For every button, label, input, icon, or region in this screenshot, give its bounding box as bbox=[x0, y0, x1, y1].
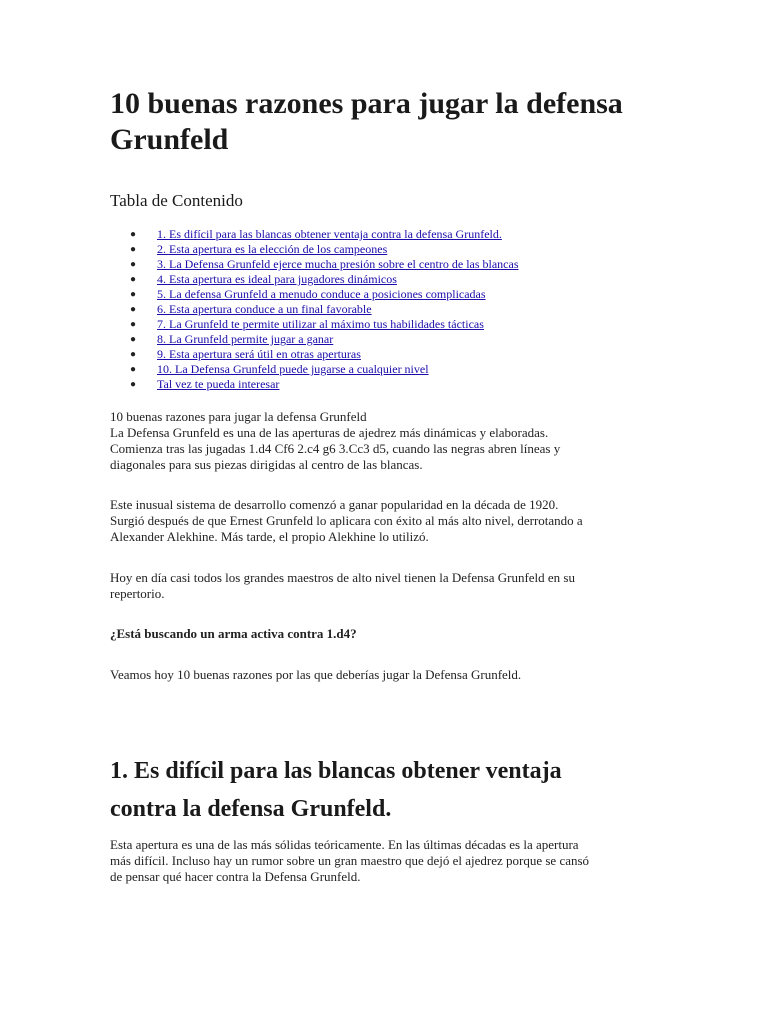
bullet-icon: ● bbox=[130, 289, 137, 300]
toc-link-9[interactable]: 9. Esta apertura será útil en otras aperturas bbox=[157, 347, 361, 361]
bullet-icon: ● bbox=[130, 304, 137, 315]
toc-item bbox=[110, 362, 670, 377]
toc-item bbox=[110, 332, 670, 347]
section-1-line: más difícil. Incluso hay un rumor sobre un gran maestro que dejó el ajedrez porque se cansó bbox=[110, 853, 590, 868]
section-1-title-line: 1. Es difícil para las blancas obtener ventaja bbox=[110, 758, 562, 784]
history-line: Este inusual sistema de desarrollo comenzó a ganar popularidad en la década de 1920. bbox=[110, 497, 559, 512]
section-1-paragraph bbox=[110, 837, 640, 885]
bullet-icon: ● bbox=[130, 229, 137, 240]
toc-link-4[interactable]: 4. Esta apertura es ideal para jugadores dinámicos bbox=[157, 272, 397, 286]
toc-item bbox=[110, 347, 670, 362]
toc-item bbox=[110, 302, 670, 317]
toc-item bbox=[110, 242, 670, 257]
toc-link-2[interactable]: 2. Esta apertura es la elección de los campeones bbox=[157, 242, 388, 256]
toc-link-3[interactable]: 3. La Defensa Grunfeld ejerce mucha presión sobre el centro de las blancas bbox=[157, 257, 519, 271]
bullet-icon: ● bbox=[130, 319, 137, 330]
bullet-icon: ● bbox=[130, 244, 137, 255]
intro-line: La Defensa Grunfeld es una de las aperturas de ajedrez más dinámicas y elaboradas. bbox=[110, 425, 549, 440]
toc-item bbox=[110, 317, 670, 332]
intro-line: Comienza tras las jugadas 1.d4 Cf6 2.c4 g6 3.Cc3 d5, cuando las negras abren líneas y bbox=[110, 441, 561, 456]
section-1-line: Esta apertura es una de las más sólidas teóricamente. En las últimas décadas es la apertura bbox=[110, 837, 579, 852]
section-1-line: de pensar qué hacer contra la Defensa Grunfeld. bbox=[110, 869, 361, 884]
toc-link-7[interactable]: 7. La Grunfeld te permite utilizar al máximo tus habilidades tácticas bbox=[157, 317, 484, 331]
toc-link-8[interactable]: 8. La Grunfeld permite jugar a ganar bbox=[157, 332, 334, 346]
bullet-icon: ● bbox=[130, 349, 137, 360]
bullet-icon: ● bbox=[130, 334, 137, 345]
toc-item bbox=[110, 272, 670, 287]
bullet-icon: ● bbox=[130, 364, 137, 375]
toc-link-10[interactable]: 10. La Defensa Grunfeld puede jugarse a cualquier nivel bbox=[157, 362, 429, 376]
masters-paragraph bbox=[110, 570, 640, 602]
question-text: ¿Está buscando un arma activa contra 1.d4? bbox=[110, 626, 357, 641]
history-line: Alexander Alekhine. Más tarde, el propio Alekhine lo utilizó. bbox=[110, 529, 429, 544]
toc-item bbox=[110, 377, 670, 392]
toc-link-5[interactable]: 5. La defensa Grunfeld a menudo conduce a posiciones complicadas bbox=[157, 287, 486, 301]
toc-item bbox=[110, 287, 670, 302]
masters-line: repertorio. bbox=[110, 586, 165, 601]
history-line: Surgió después de que Ernest Grunfeld lo aplicara con éxito al más alto nivel, derrotando a bbox=[110, 513, 583, 528]
masters-line: Hoy en día casi todos los grandes maestros de alto nivel tienen la Defensa Grunfeld en su bbox=[110, 570, 575, 585]
bullet-icon: ● bbox=[130, 379, 137, 390]
toc-item bbox=[110, 257, 670, 272]
intro-line: 10 buenas razones para jugar la defensa Grunfeld bbox=[110, 409, 367, 424]
toc-heading: Tabla de Contenido bbox=[110, 191, 243, 210]
table-of-contents bbox=[110, 227, 670, 392]
toc-link-1[interactable]: 1. Es difícil para las blancas obtener ventaja contra la defensa Grunfeld. bbox=[157, 227, 502, 241]
toc-item bbox=[110, 227, 670, 242]
reasons-intro-text: Veamos hoy 10 buenas razones por las que deberías jugar la Defensa Grunfeld. bbox=[110, 667, 522, 682]
page-title: 10 buenas razones para jugar la defensa Grunfeld bbox=[110, 87, 623, 156]
toc-link-related[interactable]: Tal vez te pueda interesar bbox=[157, 377, 280, 391]
toc-link-6[interactable]: 6. Esta apertura conduce a un final favorable bbox=[157, 302, 372, 316]
bullet-icon: ● bbox=[130, 274, 137, 285]
section-1-title-line: contra la defensa Grunfeld. bbox=[110, 796, 392, 822]
intro-line: diagonales para sus piezas dirigidas al centro de las blancas. bbox=[110, 457, 423, 472]
history-paragraph bbox=[110, 497, 640, 545]
section-1-title bbox=[110, 752, 650, 828]
bullet-icon: ● bbox=[130, 259, 137, 270]
intro-paragraph bbox=[110, 409, 640, 473]
